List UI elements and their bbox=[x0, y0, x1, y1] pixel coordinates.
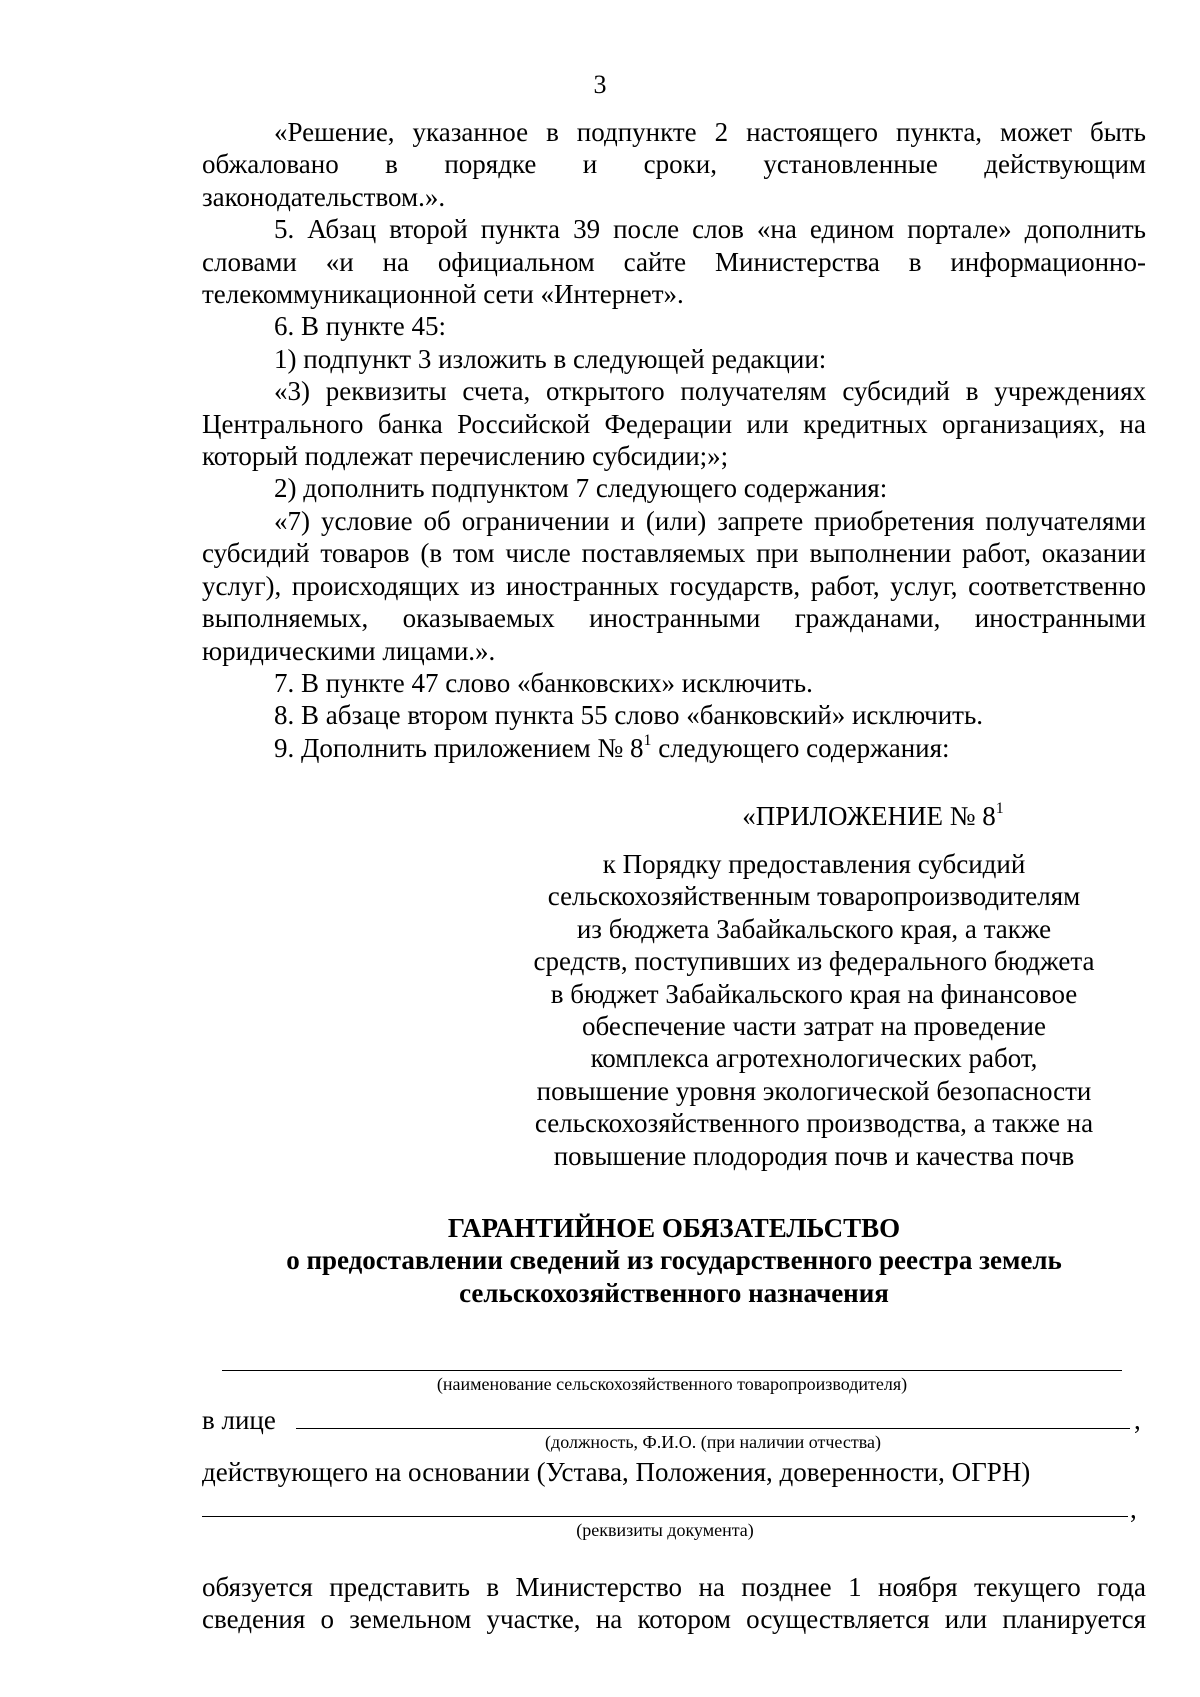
paragraph-requisites: «3) реквизиты счета, открытого получателям субсидий в учреждениях Центрального банка Российской Федерации или кредитных организациях, на который подлежат перечислению субсидии;»; bbox=[202, 376, 1146, 472]
paragraph-item-7: 7. В пункте 47 слово «банковских» исключить. bbox=[274, 667, 813, 698]
obligation-line: сведения о земельном участке, на котором осуществляется или планируется bbox=[202, 1604, 1146, 1635]
appendix-title-text: «ПРИЛОЖЕНИЕ № 8 bbox=[742, 801, 996, 831]
obligation-line: обязуется представить в Министерство на позднее 1 ноября текущего года bbox=[202, 1572, 1146, 1602]
document-title-subtitle: о предоставлении сведений из государственного реестра земель bbox=[286, 1245, 1062, 1276]
producer-name-line[interactable] bbox=[222, 1370, 1122, 1371]
comma: , bbox=[1130, 1494, 1137, 1524]
position-name-caption: (должность, Ф.И.О. (при наличии отчества) bbox=[545, 1432, 881, 1452]
page-number: 3 bbox=[593, 70, 607, 99]
paragraph-decision-appeal: «Решение, указанное в подпункте 2 настоящего пункта, может быть обжаловано в порядке и сроки, установленные действующим законодательством.». bbox=[202, 117, 1146, 212]
amendment-text bbox=[202, 116, 1146, 764]
obligation-text bbox=[202, 1571, 1146, 1636]
appendix-line: из бюджета Забайкальского края, а также bbox=[576, 913, 1052, 944]
acting-basis-text: действующего на основании (Устава, Положения, доверенности, ОГРН) bbox=[202, 1457, 1031, 1487]
paragraph-item-9-tail: следующего содержания: bbox=[651, 732, 950, 763]
comma: , bbox=[1134, 1405, 1141, 1435]
appendix-line: обеспечение части затрат на проведение bbox=[582, 1011, 1046, 1042]
paragraph-item-6: 6. В пункте 45: bbox=[274, 311, 446, 342]
appendix-line: повышение плодородия почв и качества почв bbox=[553, 1140, 1075, 1171]
paragraph-subitem-1: 1) подпункт 3 изложить в следующей редакции: bbox=[274, 343, 827, 374]
paragraph-item-8: 8. В абзаце втором пункта 55 слово «банковский» исключить. bbox=[274, 700, 984, 731]
appendix-title-superscript: 1 bbox=[995, 800, 1004, 817]
document-title-subtitle: сельскохозяйственного назначения bbox=[459, 1277, 889, 1308]
paragraph-item-9 bbox=[202, 732, 1146, 764]
appendix-line: в бюджет Забайкальского края на финансовое bbox=[550, 978, 1078, 1009]
paragraph-subitem-2: 2) дополнить подпунктом 7 следующего содержания: bbox=[274, 473, 888, 504]
paragraph-item-9-text: 9. Дополнить приложением № 8 bbox=[274, 732, 644, 763]
paragraph-item-5: 5. Абзац второй пункта 39 после слов «на едином портале» дополнить словами «и на официальном сайте Министерства в информационно-телекоммуникационной сети «Интернет». bbox=[202, 214, 1146, 310]
document-requisites-line[interactable] bbox=[202, 1516, 1128, 1517]
appendix-line: сельскохозяйственным товаропроизводителям bbox=[547, 881, 1081, 912]
appendix-title bbox=[600, 800, 1146, 832]
position-name-line[interactable] bbox=[296, 1428, 1130, 1429]
paragraph-condition-7: «7) условие об ограничении и (или) запрете приобретения получателями субсидий товаров (в том числе поставляемых при выполнении работ, оказании услуг), происходящих из иностранных государств, работ, услуг, соответственно выполняемых, оказываемых иностранными гражданами, иностранными юридическими лицами.». bbox=[202, 505, 1146, 666]
appendix-line: комплекса агротехнологических работ, bbox=[590, 1043, 1038, 1074]
producer-name-caption: (наименование сельскохозяйственного товаропроизводителя) bbox=[436, 1374, 908, 1394]
appendix-reference bbox=[514, 848, 1114, 1172]
in-person-label: в лице bbox=[202, 1405, 276, 1435]
appendix-line: средств, поступивших из федерального бюджета bbox=[533, 946, 1095, 977]
document-title-main: ГАРАНТИЙНОЕ ОБЯЗАТЕЛЬСТВО bbox=[447, 1213, 901, 1243]
appendix-line: к Порядку предоставления субсидий bbox=[602, 849, 1026, 879]
document-requisites-caption: (реквизиты документа) bbox=[576, 1520, 754, 1540]
document-title bbox=[202, 1212, 1146, 1309]
appendix-line: сельскохозяйственного производства, а также на bbox=[534, 1108, 1094, 1139]
appendix-line: повышение уровня экологической безопасности bbox=[536, 1075, 1092, 1106]
superscript: 1 bbox=[643, 731, 652, 749]
